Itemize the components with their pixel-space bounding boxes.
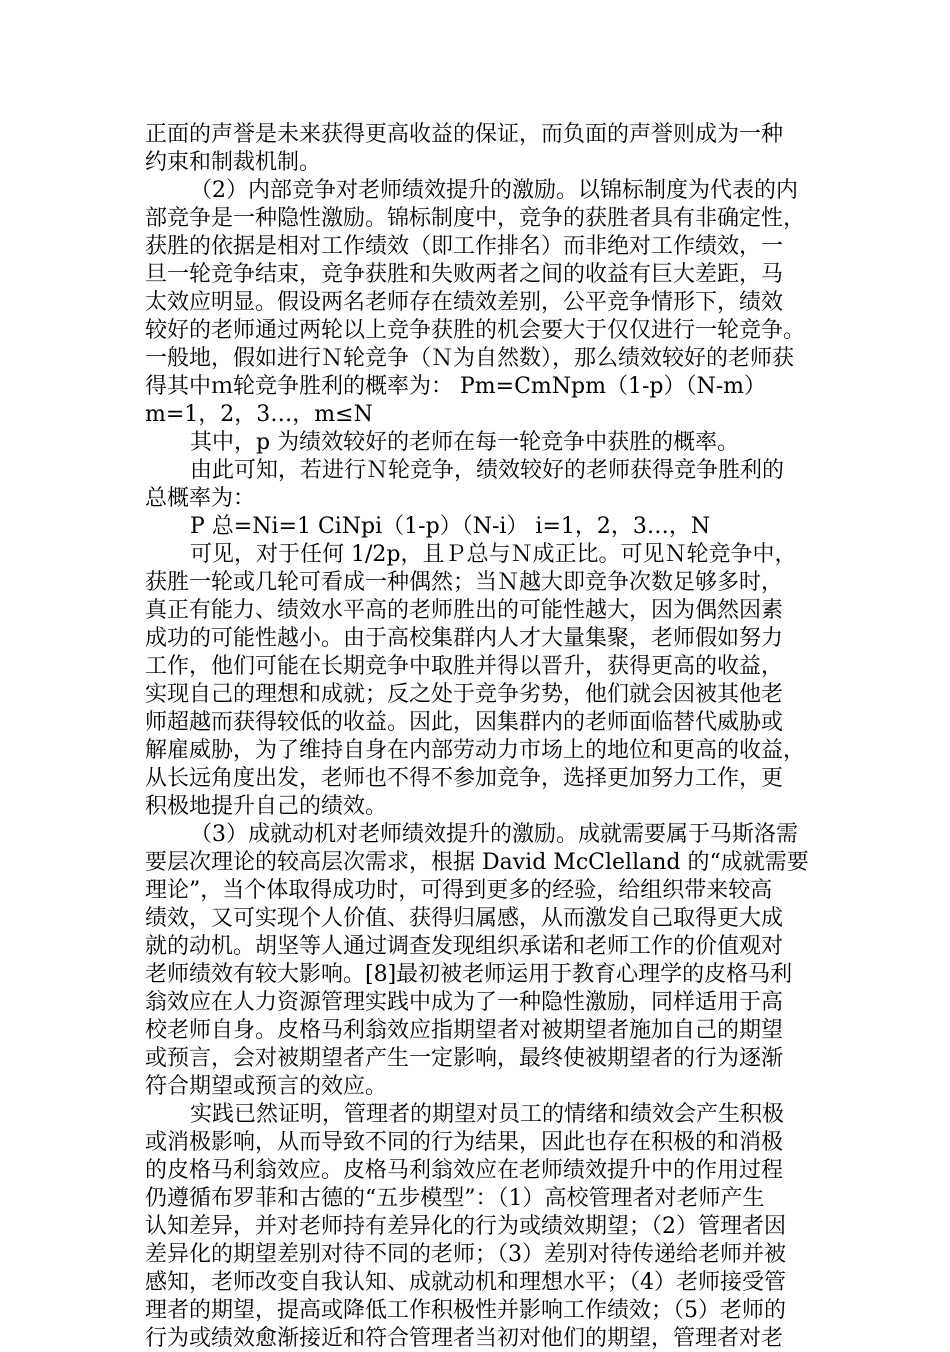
text-line: 太效应明显。假设两名老师存在绩效差别，公平竞争情形下，绩效 — [145, 290, 784, 315]
text-line: 感知，老师改变自我认知、成就动机和理想水平；（4）老师接受管 — [145, 1270, 786, 1295]
text-line: 其中，p 为绩效较好的老师在每一轮竞争中获胜的概率。 — [190, 430, 740, 455]
text-line: 解雇威胁，为了维持自身在内部劳动力市场上的地位和更高的收益， — [145, 738, 806, 763]
text-line: 翁效应在人力资源管理实践中成为了一种隐性激励，同样适用于高 — [145, 990, 784, 1015]
text-line: 差异化的期望差别对待不同的老师；（3）差别对待传递给老师并被 — [145, 1242, 786, 1267]
text-line: 实践已然证明，管理者的期望对员工的情绪和绩效会产生积极 — [190, 1102, 785, 1127]
text-line: 得其中ｍ轮竞争胜利的概率为： Pm=CmNpm（1-p）（N-m） — [145, 374, 767, 399]
text-line: 约束和制裁机制。 — [145, 150, 322, 175]
text-line: 工作，他们可能在长期竞争中取胜并得以晋升，获得更高的收益， — [145, 654, 784, 679]
text-line: 部竞争是一种隐性激励。锦标制度中，竞争的获胜者具有非确定性， — [145, 206, 806, 231]
text-line: 成功的可能性越小。由于高校集群内人才大量集聚，老师假如努力 — [145, 626, 784, 651]
text-line: 要层次理论的较高层次需求，根据 David McClelland 的“成就需要 — [145, 850, 809, 875]
text-line: 从长远角度出发，老师也不得不参加竞争，选择更加努力工作，更 — [145, 766, 784, 791]
text-line: 获胜一轮或几轮可看成一种偶然；当Ｎ越大即竞争次数足够多时， — [145, 570, 784, 595]
text-line: P 总=Ni=1 CiNpi（1-p）（N-i） i=1，2，3…，N — [190, 514, 711, 539]
text-line: 理论”，当个体取得成功时，可得到更多的经验，给组织带来较高 — [145, 878, 773, 903]
text-line: 获胜的依据是相对工作绩效（即工作排名）而非绝对工作绩效，一 — [145, 234, 784, 259]
text-line: 仍遵循布罗菲和古德的“五步模型”：（1）高校管理者对老师产生 — [145, 1186, 765, 1211]
text-line: 由此可知，若进行Ｎ轮竞争，绩效较好的老师获得竞争胜利的 — [190, 458, 785, 483]
text-line: 行为或绩效愈渐接近和符合管理者当初对他们的期望，管理者对老 — [145, 1326, 784, 1351]
text-line: 较好的老师通过两轮以上竞争获胜的机会要大于仅仅进行一轮竞争。 — [145, 318, 806, 343]
text-line: 符合期望或预言的效应。 — [145, 1074, 388, 1099]
text-line: 总概率为： — [145, 486, 256, 511]
text-line: 或预言，会对被期望者产生一定影响，最终使被期望者的行为逐渐 — [145, 1046, 784, 1071]
text-line: 的皮格马利翁效应。皮格马利翁效应在老师绩效提升中的作用过程 — [145, 1158, 784, 1183]
text-line: 一般地，假如进行Ｎ轮竞争（Ｎ为自然数），那么绩效较好的老师获 — [145, 346, 795, 371]
text-line: 或消极影响，从而导致不同的行为结果，因此也存在积极的和消极 — [145, 1130, 784, 1155]
text-line: （2）内部竞争对老师绩效提升的激励。以锦标制度为代表的内 — [190, 178, 798, 203]
text-line: （3）成就动机对老师绩效提升的激励。成就需要属于马斯洛需 — [190, 822, 798, 847]
text-line: 积极地提升自己的绩效。 — [145, 794, 388, 819]
text-line: 绩效，又可实现个人价值、获得归属感，从而激发自己取得更大成 — [145, 906, 784, 931]
text-line: 正面的声誉是未来获得更高收益的保证，而负面的声誉则成为一种 — [145, 122, 784, 147]
text-line: 就的动机。胡坚等人通过调查发现组织承诺和老师工作的价值观对 — [145, 934, 784, 959]
text-line: 校老师自身。皮格马利翁效应指期望者对被期望者施加自己的期望 — [145, 1018, 784, 1043]
text-line: 可见，对于任何 1/2p，且Ｐ总与Ｎ成正比。可见Ｎ轮竞争中， — [190, 542, 797, 567]
text-line: 认知差异，并对老师持有差异化的行为或绩效期望；（2）管理者因 — [145, 1214, 786, 1239]
text-line: m=1，2，3…，m≤N — [145, 402, 373, 427]
text-line: 老师绩效有较大影响。[8]最初被老师运用于教育心理学的皮格马利 — [145, 962, 793, 987]
text-line: 师超越而获得较低的收益。因此，因集群内的老师面临替代威胁或 — [145, 710, 784, 735]
text-line: 实现自己的理想和成就；反之处于竞争劣势，他们就会因被其他老 — [145, 682, 784, 707]
text-line: 旦一轮竞争结束，竞争获胜和失败两者之间的收益有巨大差距，马 — [145, 262, 784, 287]
text-line: 理者的期望，提高或降低工作积极性并影响工作绩效；（5）老师的 — [145, 1298, 786, 1323]
text-line: 真正有能力、绩效水平高的老师胜出的可能性越大，因为偶然因素 — [145, 598, 784, 623]
